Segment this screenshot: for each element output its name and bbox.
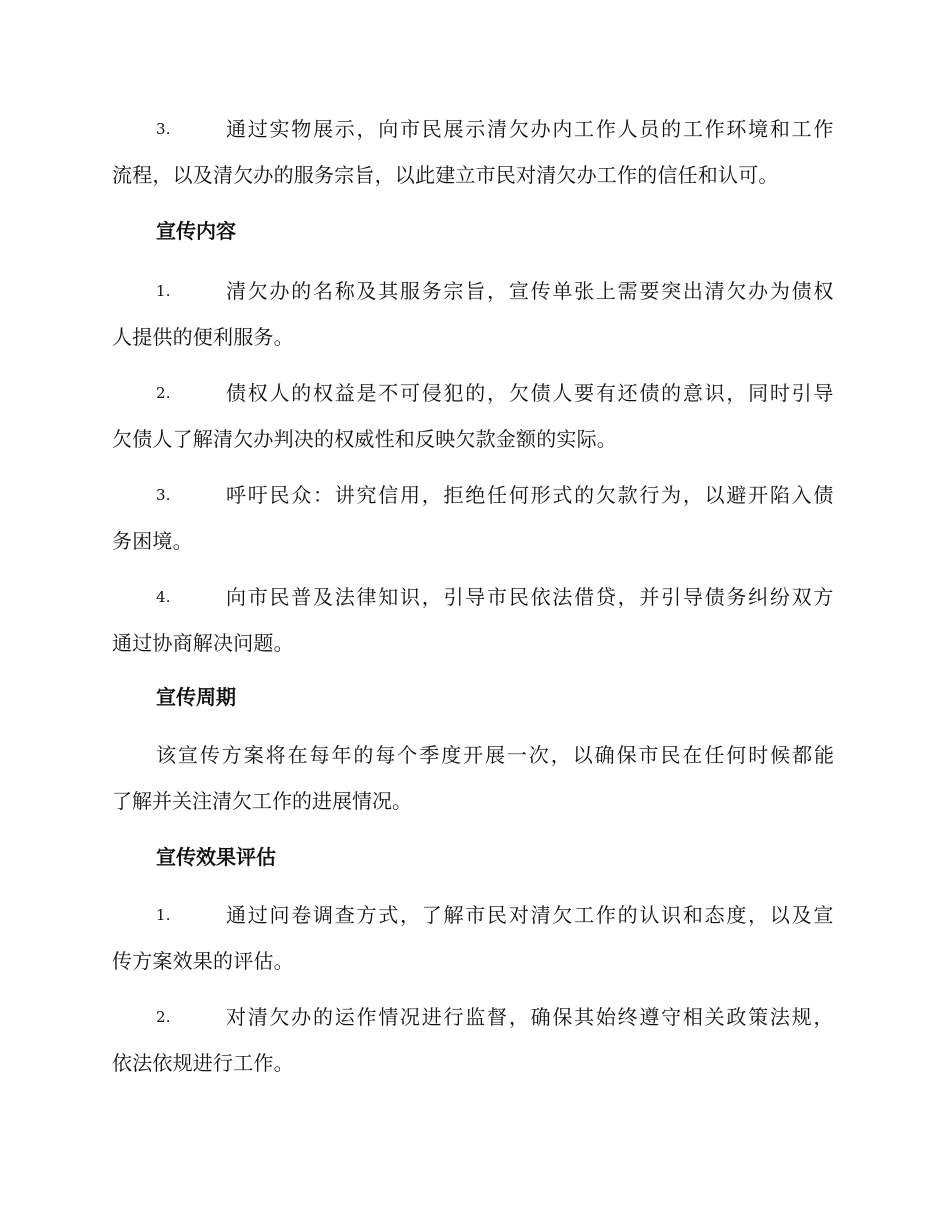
list-item-continuation: 流程，以及清欠办的服务宗旨，以此建立市民对清欠办工作的信任和认可。 [112,163,779,187]
list-number: 3. [156,486,171,504]
list-item [112,994,834,1086]
paragraph-first-line: 该宣传方案将在每年的每个季度开展一次，以确保市民在任何时候都能 [156,743,834,767]
list-item-first-line [112,106,834,152]
list-item-text: 通过问卷调查方式，了解市民对清欠工作的认识和态度，以及宣 [226,903,834,927]
section-heading-period: 宣传周期 [156,685,236,709]
section-heading-content: 宣传内容 [156,219,236,243]
list-item-continuation: 务困境。 [112,529,193,553]
list-item-first-line [112,574,834,620]
paragraph [112,732,834,824]
list-item-continuation: 人提供的便利服务。 [112,325,294,349]
list-item-first-line [112,370,834,416]
list-number: 4. [156,588,171,606]
list-item-continuation: 依法依规进行工作。 [112,1051,294,1075]
list-item-first-line [112,268,834,314]
list-item-text: 通过实物展示，向市民展示清欠办内工作人员的工作环境和工作 [226,117,834,141]
list-number: 1. [156,906,171,924]
list-item-text: 债权人的权益是不可侵犯的，欠债人要有还债的意识，同时引导 [226,381,834,405]
list-item-first-line [112,994,834,1040]
paragraph-continuation: 了解并关注清欠工作的进展情况。 [112,789,412,813]
list-number: 1. [156,282,171,300]
section-heading-evaluation: 宣传效果评估 [156,845,276,869]
list-number: 2. [156,1008,171,1026]
list-item [112,892,834,984]
list-item [112,370,834,462]
list-item-continuation: 传方案效果的评估。 [112,949,294,973]
list-item-first-line [112,472,834,518]
list-number: 2. [156,384,171,402]
list-item [112,268,834,360]
list-item [112,472,834,564]
list-item-text: 呼吁民众：讲究信用，拒绝任何形式的欠款行为，以避开陷入债 [226,483,834,507]
list-item-first-line [112,892,834,938]
list-item-continuation: 通过协商解决问题。 [112,631,294,655]
list-item [112,106,834,198]
list-item-continuation: 欠债人了解清欠办判决的权威性和反映欠款金额的实际。 [112,427,617,451]
list-item-text: 清欠办的名称及其服务宗旨，宣传单张上需要突出清欠办为债权 [226,279,834,303]
list-item-text: 对清欠办的运作情况进行监督，确保其始终遵守相关政策法规， [226,1005,834,1029]
list-item-text: 向市民普及法律知识，引导市民依法借贷，并引导债务纠纷双方 [226,585,834,609]
list-number: 3. [156,120,171,138]
list-item [112,574,834,666]
